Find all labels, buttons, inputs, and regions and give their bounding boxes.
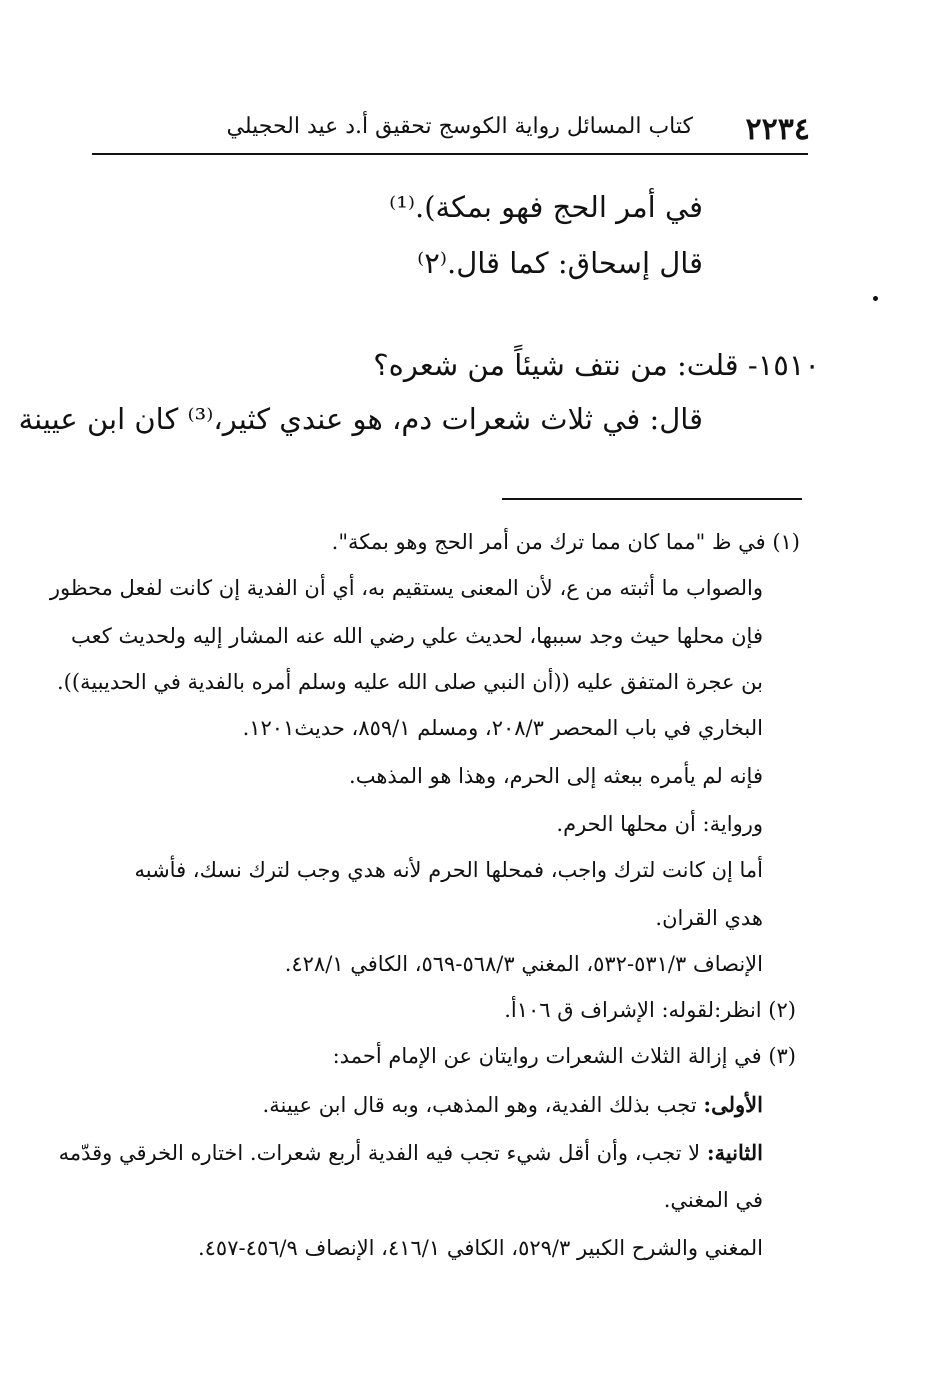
main-line-1: في أمر الحج فهو بمكة).⁽¹⁾	[389, 190, 703, 224]
footnote-3-first-opinion	[263, 1092, 763, 1117]
first-opinion-label: الأولى:	[703, 1092, 763, 1117]
footnote-2: (٢) انظر:لقوله: الإشراف ق ١٠٦أ.	[504, 998, 796, 1022]
footnote-1-line-7: ورواية: أن محلها الحرم.	[556, 812, 763, 836]
answer-line: قال: في ثلاث شعرات دم، هو عندي كثير،⁽³⁾ كان ابن عيينة	[18, 402, 703, 436]
footnote-1-line-8: أما إن كانت لترك واجب، فمحلها الحرم لأنه هدي وجب لترك نسك، فأشبه	[134, 858, 763, 882]
second-opinion-label: الثانية:	[706, 1140, 763, 1165]
footnote-1-line-6: فإنه لم يأمره ببعثه إلى الحرم، وهذا هو المذهب.	[349, 764, 763, 788]
first-opinion-text: تجب بذلك الفدية، وهو المذهب، وبه قال ابن عيينة.	[262, 1093, 704, 1117]
footnote-1-line-2: والصواب ما أثبته من ع، لأن المعنى يستقيم به، أي أن الفدية إن كانت لفعل محظور	[49, 576, 763, 600]
footnote-3-references: المغني والشرح الكبير ٥٢٩/٣، الكافي ٤١٦/١، الإنصاف ٤٥٦/٩-٤٥٧.	[197, 1236, 763, 1260]
footnote-1: (١) في ظ "مما كان مما ترك من أمر الحج وهو بمكة".	[331, 530, 800, 554]
running-header-title: كتاب المسائل رواية الكوسج تحقيق أ.د عيد الحجيلي	[226, 114, 693, 139]
footnote-1-line-4: بن عجرة المتفق عليه ((أن النبي صلى الله عليه وسلم أمره بالفدية في الحديبية)).	[57, 670, 763, 694]
footnote-1-line-9: هدي القران.	[655, 906, 763, 930]
header-divider	[92, 153, 808, 155]
footnote-3-second-cont: في المغني.	[663, 1188, 763, 1212]
second-opinion-text: لا تجب، وأن أقل شيء تجب فيه الفدية أربع شعرات. اختاره الخرقي وقدّمه	[58, 1141, 707, 1165]
footnote-3-second-opinion	[59, 1140, 763, 1165]
main-line-2: قال إسحاق: كما قال.⁽٢⁾	[417, 246, 703, 280]
page-number: ٢٢٣٤	[745, 112, 810, 147]
footnote-1-line-5: البخاري في باب المحصر ٢٠٨/٣، ومسلم ٨٥٩/١، حديث١٢٠١.	[242, 716, 763, 740]
footnote-1-line-10: الإنصاف ٥٣١/٣-٥٣٢، المغني ٥٦٨/٣-٥٦٩، الكافي ٤٢٨/١.	[284, 952, 763, 976]
margin-dot	[873, 296, 878, 301]
footnote-1-line-3: فإن محلها حيث وجد سببها، لحديث علي رضي الله عنه المشار إليه ولحديث كعب	[71, 624, 763, 648]
footnote-3: (٣) في إزالة الثلاث الشعرات روايتان عن الإمام أحمد:	[332, 1044, 796, 1068]
question-line: ١٥١٠- قلت: من نتف شيئاً من شعره؟	[373, 348, 820, 382]
footnote-divider	[502, 498, 802, 500]
